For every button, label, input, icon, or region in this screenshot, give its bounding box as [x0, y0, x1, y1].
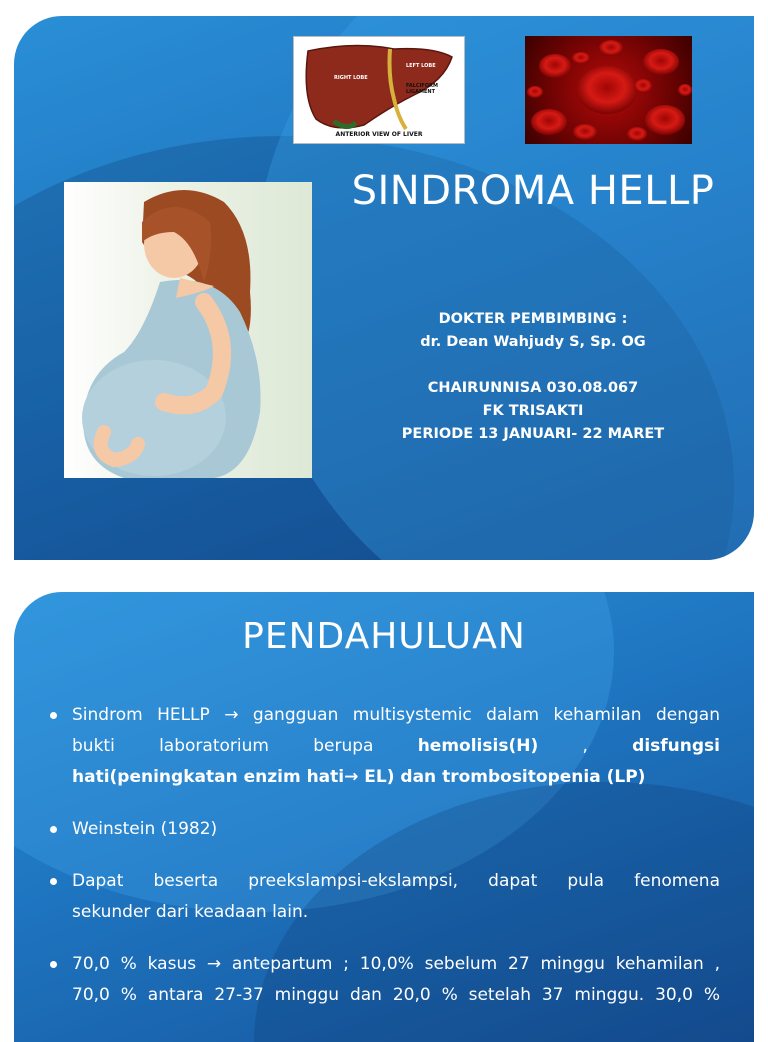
bullet-list: [72, 700, 720, 1032]
blood-cells-image: [525, 36, 692, 144]
institution: FK TRISAKTI: [482, 403, 584, 419]
pregnant-woman-illustration: [64, 182, 312, 478]
bold-word: hemolisis(H): [417, 736, 539, 756]
slide-title: SINDROMA HELLP: [351, 168, 715, 214]
word: bukti: [72, 736, 115, 756]
ligament-label: FALCIFORM LIGAMENT: [406, 83, 438, 95]
word: berupa: [313, 736, 374, 756]
list-item: [72, 700, 720, 793]
bullet4-line1: 70,0 % kasus → antepartum ; 10,0% sebelum 27 minggu kehamilan ,: [72, 954, 720, 974]
supervisor-label: DOKTER PEMBIMBING :: [438, 311, 628, 327]
bullet1-line2: [72, 731, 720, 762]
slide-title: PENDAHULUAN: [242, 616, 526, 657]
author-name: CHAIRUNNISA 030.08.067: [427, 380, 639, 396]
title-slide: [14, 16, 754, 560]
bullet1-line1: Sindrom HELLP → gangguan multisystemic dalam kehamilan dengan: [72, 705, 720, 725]
word: laboratorium: [159, 736, 269, 756]
list-item: [72, 866, 720, 928]
bold-word: disfungsi: [632, 736, 720, 756]
list-item: [72, 949, 720, 1011]
bullet1-line3: hati(peningkatan enzim hati→ EL) dan trombositopenia (LP): [72, 767, 646, 787]
word: ,: [582, 736, 588, 756]
supervisor-name: dr. Dean Wahjudy S, Sp. OG: [420, 334, 646, 350]
list-item: [72, 814, 720, 845]
bullet3-line2: sekunder dari keadaan lain.: [72, 902, 309, 922]
introduction-slide: [14, 592, 754, 1042]
left-lobe-label: LEFT LOBE: [406, 63, 436, 69]
blood-cells-illustration: [525, 36, 692, 144]
pregnant-woman-image: [64, 182, 312, 478]
bullet3-line1: Dapat beserta preekslampsi-ekslampsi, dapat pula fenomena: [72, 871, 720, 891]
bullet4-line2: 70,0 % antara 27-37 minggu dan 20,0 % setelah 37 minggu. 30,0 %: [72, 985, 720, 1005]
bullet2-text: Weinstein (1982): [72, 819, 218, 839]
right-lobe-label: RIGHT LOBE: [334, 75, 368, 81]
period: PERIODE 13 JANUARI- 22 MARET: [401, 426, 665, 442]
liver-caption: ANTERIOR VIEW OF LIVER: [335, 131, 423, 138]
presenter-info: [338, 308, 728, 446]
liver-image: [293, 36, 465, 144]
